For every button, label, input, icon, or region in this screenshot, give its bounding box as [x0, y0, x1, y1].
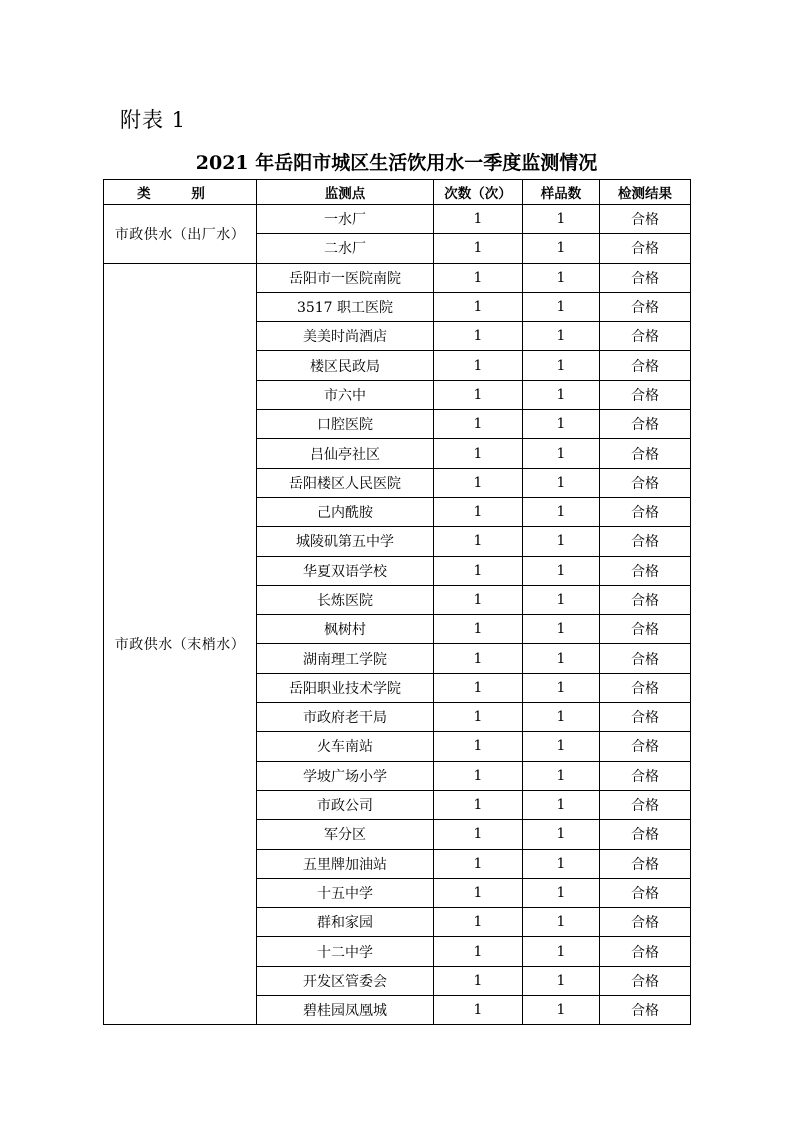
result-cell: 合格 — [600, 820, 691, 849]
result-cell: 合格 — [600, 205, 691, 234]
result-cell: 合格 — [600, 644, 691, 673]
samples-cell: 1 — [523, 292, 600, 321]
header-times: 次数（次） — [434, 180, 523, 205]
document-title: 2021 年岳阳市城区生活饮用水一季度监测情况 — [195, 152, 598, 174]
site-cell: 岳阳职业技术学院 — [257, 673, 434, 702]
samples-cell: 1 — [523, 527, 600, 556]
site-cell: 十二中学 — [257, 937, 434, 966]
samples-cell: 1 — [523, 439, 600, 468]
site-cell: 五里牌加油站 — [257, 849, 434, 878]
samples-cell: 1 — [523, 585, 600, 614]
result-cell: 合格 — [600, 732, 691, 761]
site-cell: 枫树村 — [257, 615, 434, 644]
samples-cell: 1 — [523, 966, 600, 995]
times-cell: 1 — [434, 732, 523, 761]
times-cell: 1 — [434, 761, 523, 790]
result-cell: 合格 — [600, 937, 691, 966]
times-cell: 1 — [434, 292, 523, 321]
samples-cell: 1 — [523, 673, 600, 702]
times-cell: 1 — [434, 556, 523, 585]
header-result: 检测结果 — [600, 180, 691, 205]
samples-cell: 1 — [523, 878, 600, 907]
result-cell: 合格 — [600, 527, 691, 556]
times-cell: 1 — [434, 585, 523, 614]
times-cell: 1 — [434, 908, 523, 937]
result-cell: 合格 — [600, 761, 691, 790]
site-cell: 市政府老干局 — [257, 703, 434, 732]
times-cell: 1 — [434, 996, 523, 1025]
site-cell: 火车南站 — [257, 732, 434, 761]
samples-cell: 1 — [523, 761, 600, 790]
samples-cell: 1 — [523, 468, 600, 497]
site-cell: 湖南理工学院 — [257, 644, 434, 673]
result-cell: 合格 — [600, 380, 691, 409]
samples-cell: 1 — [523, 410, 600, 439]
samples-cell: 1 — [523, 380, 600, 409]
site-cell: 市政公司 — [257, 790, 434, 819]
times-cell: 1 — [434, 205, 523, 234]
times-cell: 1 — [434, 497, 523, 526]
samples-cell: 1 — [523, 937, 600, 966]
result-cell: 合格 — [600, 439, 691, 468]
samples-cell: 1 — [523, 703, 600, 732]
site-cell: 一水厂 — [257, 205, 434, 234]
times-cell: 1 — [434, 322, 523, 351]
samples-cell: 1 — [523, 732, 600, 761]
times-cell: 1 — [434, 439, 523, 468]
samples-cell: 1 — [523, 322, 600, 351]
table-body — [104, 205, 691, 1025]
samples-cell: 1 — [523, 996, 600, 1025]
category-cell: 市政供水（末梢水） — [104, 263, 257, 1025]
result-cell: 合格 — [600, 966, 691, 995]
times-cell: 1 — [434, 937, 523, 966]
times-cell: 1 — [434, 380, 523, 409]
times-cell: 1 — [434, 673, 523, 702]
times-cell: 1 — [434, 263, 523, 292]
site-cell: 城陵矶第五中学 — [257, 527, 434, 556]
samples-cell: 1 — [523, 556, 600, 585]
samples-cell: 1 — [523, 820, 600, 849]
appendix-label: 附表 1 — [120, 108, 187, 132]
header-category: 类 别 — [104, 180, 257, 205]
table-row — [104, 263, 691, 292]
site-cell: 长炼医院 — [257, 585, 434, 614]
times-cell: 1 — [434, 820, 523, 849]
monitoring-table — [103, 179, 691, 1025]
times-cell: 1 — [434, 703, 523, 732]
site-cell: 岳阳楼区人民医院 — [257, 468, 434, 497]
result-cell: 合格 — [600, 556, 691, 585]
site-cell: 十五中学 — [257, 878, 434, 907]
result-cell: 合格 — [600, 234, 691, 263]
times-cell: 1 — [434, 527, 523, 556]
samples-cell: 1 — [523, 849, 600, 878]
result-cell: 合格 — [600, 497, 691, 526]
site-cell: 口腔医院 — [257, 410, 434, 439]
times-cell: 1 — [434, 234, 523, 263]
category-cell: 市政供水（出厂水） — [104, 205, 257, 264]
result-cell: 合格 — [600, 703, 691, 732]
times-cell: 1 — [434, 410, 523, 439]
samples-cell: 1 — [523, 234, 600, 263]
result-cell: 合格 — [600, 790, 691, 819]
samples-cell: 1 — [523, 497, 600, 526]
table-header-row — [104, 180, 691, 205]
site-cell: 吕仙亭社区 — [257, 439, 434, 468]
site-cell: 市六中 — [257, 380, 434, 409]
site-cell: 开发区管委会 — [257, 966, 434, 995]
times-cell: 1 — [434, 790, 523, 819]
site-cell: 碧桂园凤凰城 — [257, 996, 434, 1025]
result-cell: 合格 — [600, 849, 691, 878]
header-samples: 样品数 — [523, 180, 600, 205]
times-cell: 1 — [434, 615, 523, 644]
site-cell: 美美时尚酒店 — [257, 322, 434, 351]
result-cell: 合格 — [600, 908, 691, 937]
result-cell: 合格 — [600, 292, 691, 321]
site-cell: 己内酰胺 — [257, 497, 434, 526]
times-cell: 1 — [434, 351, 523, 380]
result-cell: 合格 — [600, 878, 691, 907]
samples-cell: 1 — [523, 644, 600, 673]
times-cell: 1 — [434, 878, 523, 907]
times-cell: 1 — [434, 966, 523, 995]
site-cell: 军分区 — [257, 820, 434, 849]
result-cell: 合格 — [600, 410, 691, 439]
site-cell: 二水厂 — [257, 234, 434, 263]
samples-cell: 1 — [523, 351, 600, 380]
site-cell: 华夏双语学校 — [257, 556, 434, 585]
samples-cell: 1 — [523, 263, 600, 292]
result-cell: 合格 — [600, 615, 691, 644]
result-cell: 合格 — [600, 322, 691, 351]
result-cell: 合格 — [600, 673, 691, 702]
site-cell: 楼区民政局 — [257, 351, 434, 380]
result-cell: 合格 — [600, 351, 691, 380]
samples-cell: 1 — [523, 205, 600, 234]
times-cell: 1 — [434, 468, 523, 497]
site-cell: 学坡广场小学 — [257, 761, 434, 790]
result-cell: 合格 — [600, 263, 691, 292]
samples-cell: 1 — [523, 908, 600, 937]
site-cell: 岳阳市一医院南院 — [257, 263, 434, 292]
times-cell: 1 — [434, 849, 523, 878]
samples-cell: 1 — [523, 790, 600, 819]
header-site: 监测点 — [257, 180, 434, 205]
samples-cell: 1 — [523, 615, 600, 644]
times-cell: 1 — [434, 644, 523, 673]
result-cell: 合格 — [600, 996, 691, 1025]
result-cell: 合格 — [600, 468, 691, 497]
site-cell: 群和家园 — [257, 908, 434, 937]
table-row — [104, 205, 691, 234]
site-cell: 3517 职工医院 — [257, 292, 434, 321]
result-cell: 合格 — [600, 585, 691, 614]
